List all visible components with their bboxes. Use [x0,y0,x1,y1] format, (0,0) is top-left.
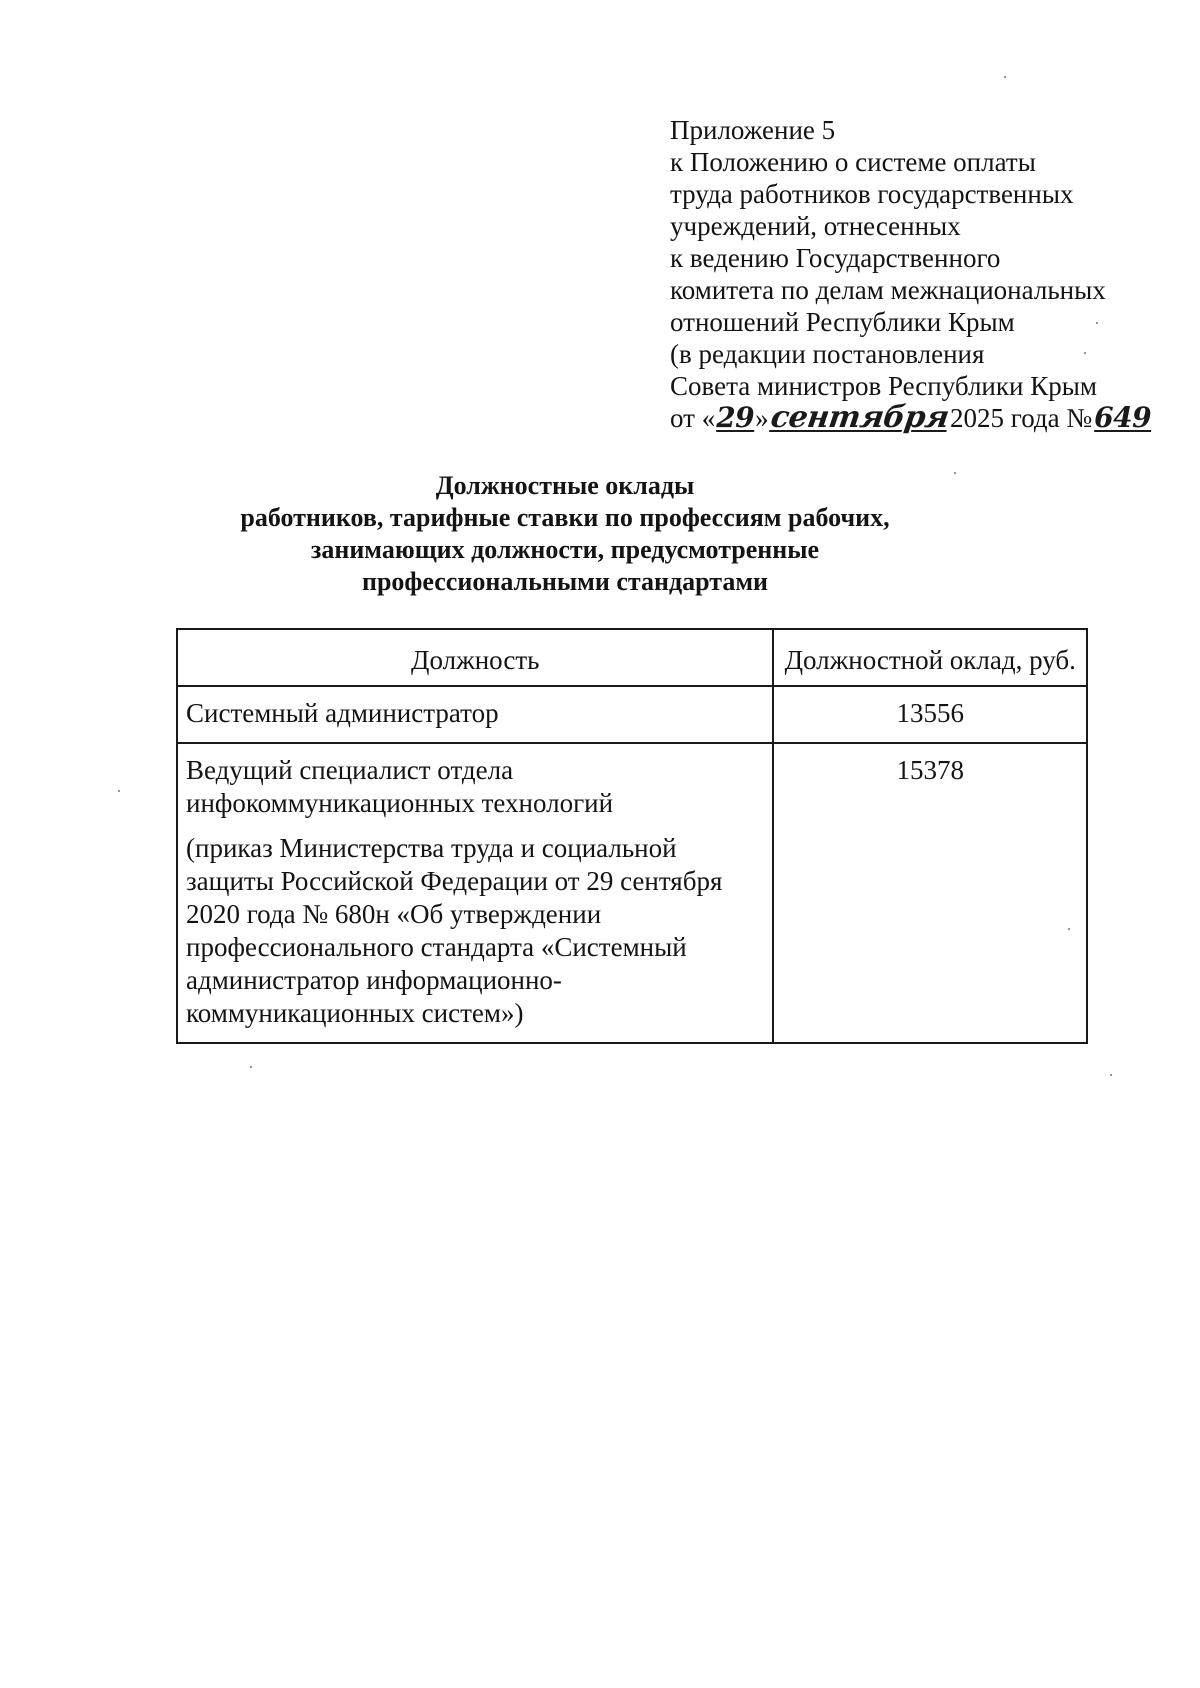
date-year-text: 2025 года № [950,403,1093,433]
appendix-line: отношений Республики Крым [670,307,1015,337]
handwritten-day: 29 [716,401,755,434]
appendix-line: труда работников государственных [670,179,1074,209]
salary-cell: 13556 [773,686,1087,743]
handwritten-month: сентября [768,400,951,435]
appendix-line: к Положению о системе оплаты [670,147,1036,177]
date-prefix: от « [670,403,716,433]
header-salary: Должностной оклад, руб. [773,629,1087,686]
handwritten-resolution-number: 649 [1094,401,1152,434]
appendix-header [670,114,1190,434]
position-legal-note: (приказ Министерства труда и социальной защиты Российской Федерации от 29 сентября 2020 года № 680н «Об утверждении профессионального стандарта «Системный администратор информационно-коммуникационных систем») [186,833,723,1028]
appendix-line: учреждений, отнесенных [670,211,961,241]
table-row [177,686,1087,743]
date-quote-close: » [755,403,769,433]
scan-speck [954,472,956,474]
scan-speck [250,1066,252,1068]
table-row [177,743,1087,1043]
scan-speck [1084,352,1086,354]
document-title [200,470,930,598]
position-title: Системный администратор [186,698,499,728]
salary-table [176,628,1088,1044]
header-position: Должность [177,629,773,686]
position-title: Ведущий специалист отдела инфокоммуникационных технологий [186,755,614,818]
appendix-line: к ведению Государственного [670,243,1001,273]
scan-speck [1068,928,1070,930]
scan-speck [1096,322,1098,324]
scan-speck [1004,76,1006,78]
appendix-line: Приложение 5 [670,115,836,145]
resolution-date-line [670,402,1190,434]
title-line: занимающих должности, предусмотренные [310,535,820,564]
scan-speck [118,790,120,792]
appendix-line: (в редакции постановления [670,339,985,369]
title-line: Должностные оклады [435,471,695,500]
appendix-line: комитета по делам межнациональных [670,275,1106,305]
scan-speck [1110,1074,1112,1076]
title-line: работников, тарифные ставки по профессиям рабочих, [240,503,890,532]
salary-cell: 15378 [773,743,1087,1043]
title-line: профессиональными стандартами [361,567,769,596]
position-cell [177,743,773,1043]
position-cell [177,686,773,743]
appendix-line: Совета министров Республики Крым [670,371,1097,401]
table-header-row [177,629,1087,686]
